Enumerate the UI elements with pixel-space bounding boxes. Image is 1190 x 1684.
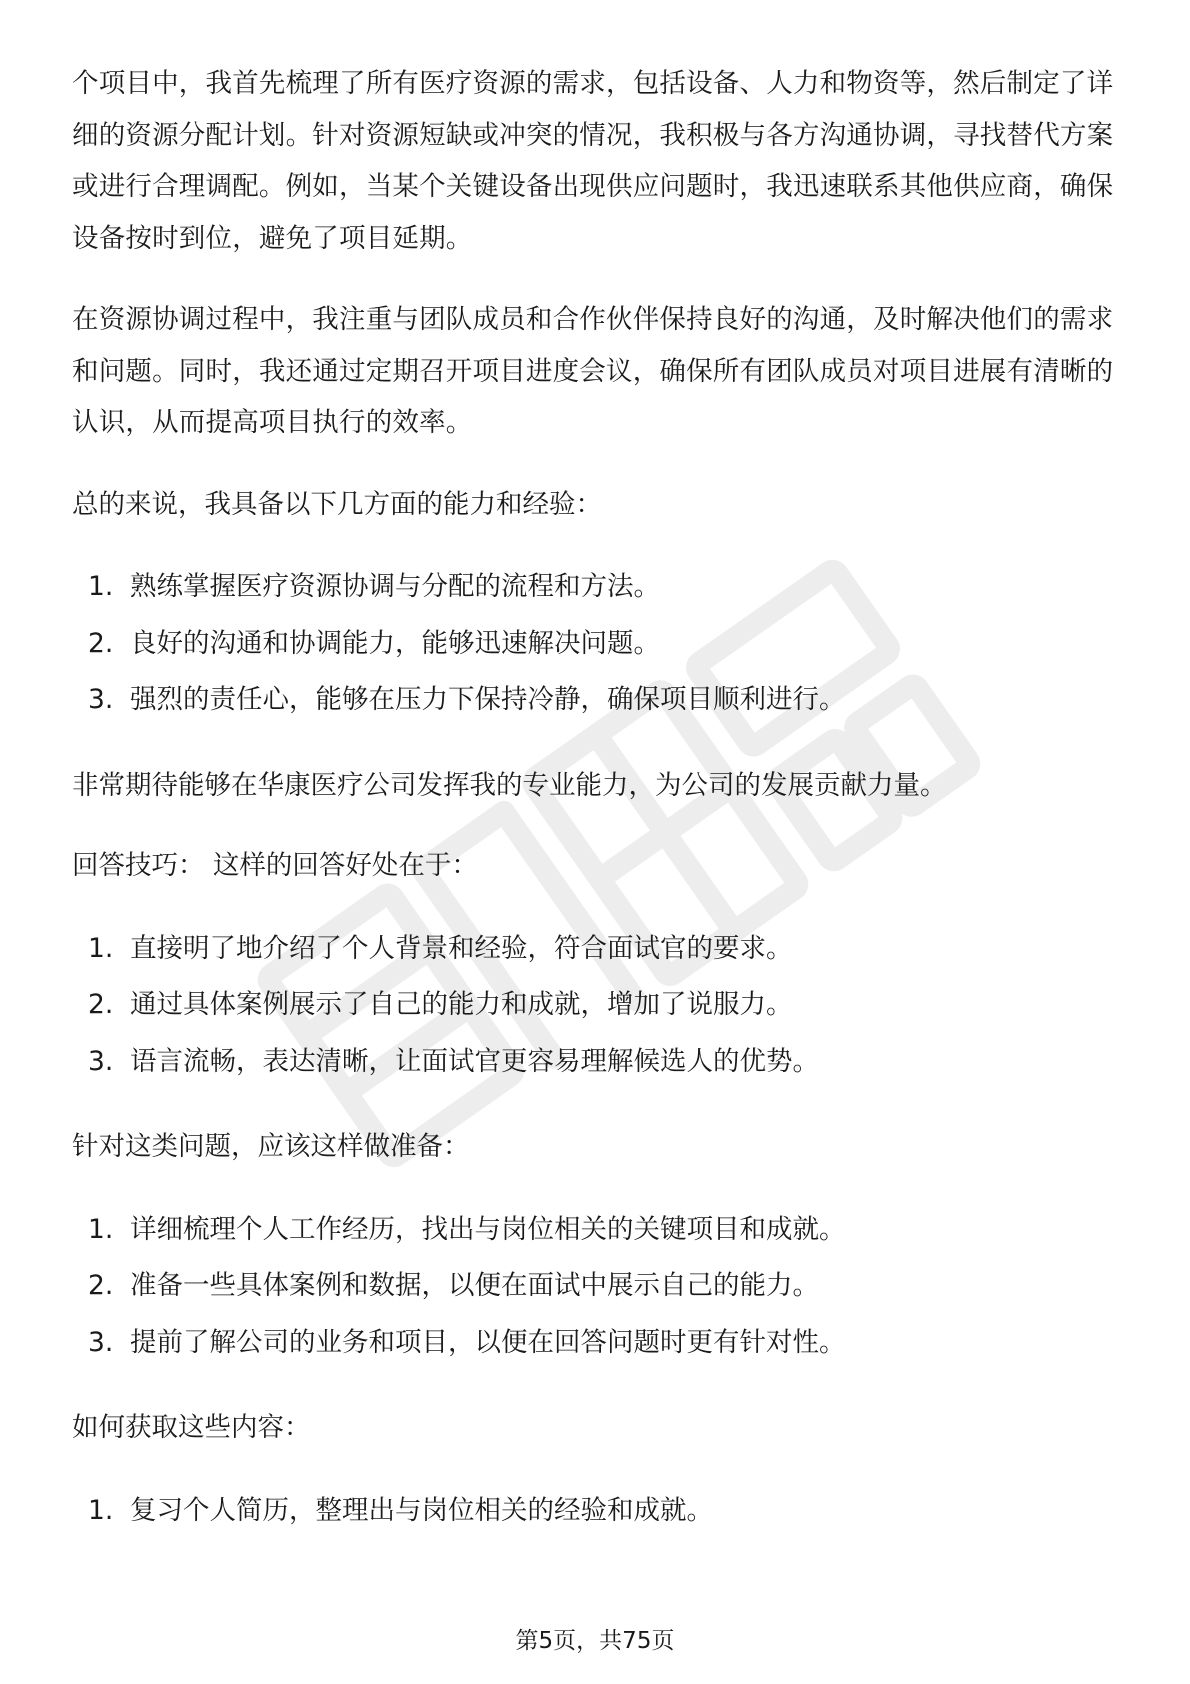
list-item <box>72 1258 1118 1315</box>
list-item-text: 复习个人简历，整理出与岗位相关的经验和成就。 <box>130 1494 713 1526</box>
list-number: 3. <box>88 1326 114 1358</box>
list-number: 2. <box>88 627 114 659</box>
list-number: 2. <box>88 989 114 1020</box>
list-item-text: 良好的沟通和协调能力，能够迅速解决问题。 <box>130 627 660 659</box>
list-item-text: 提前了解公司的业务和项目，以便在回答问题时更有针对性。 <box>130 1326 846 1358</box>
list-item <box>72 977 1118 1034</box>
prep-list <box>72 1202 1118 1372</box>
obtain-list <box>72 1483 1118 1540</box>
prep-intro: 针对这类问题，应该这样做准备： <box>72 1131 470 1162</box>
list-item-text: 详细梳理个人工作经历，找出与岗位相关的关键项目和成就。 <box>130 1213 846 1245</box>
closing-paragraph: 非常期待能够在华康医疗公司发挥我的专业能力，为公司的发展贡献力量。 <box>72 769 947 801</box>
summary-intro: 总的来说，我具备以下几方面的能力和经验： <box>72 488 602 520</box>
list-item-text: 熟练掌握医疗资源协调与分配的流程和方法。 <box>130 571 660 602</box>
list-item <box>72 616 1118 673</box>
list-number: 1. <box>88 932 114 964</box>
list-item-text: 通过具体案例展示了自己的能力和成就，增加了说服力。 <box>130 989 793 1020</box>
list-item <box>72 1483 1118 1540</box>
list-item-text: 强烈的责任心，能够在压力下保持冷静，确保项目顺利进行。 <box>130 684 846 715</box>
list-number: 3. <box>88 1045 114 1077</box>
list-item-text: 语言流畅，表达清晰，让面试官更容易理解候选人的优势。 <box>130 1045 819 1077</box>
list-number: 1. <box>88 1494 114 1526</box>
page-footer: 第5页，共75页 <box>515 1628 675 1654</box>
list-number: 1. <box>88 1213 114 1245</box>
list-item <box>72 1034 1118 1091</box>
list-item <box>72 1315 1118 1372</box>
list-item <box>72 921 1118 978</box>
document-body <box>72 58 1118 1570</box>
list-item <box>72 1202 1118 1259</box>
list-number: 3. <box>88 684 114 715</box>
list-item <box>72 672 1118 729</box>
abilities-list <box>72 559 1118 729</box>
list-item <box>72 559 1118 616</box>
list-item-text: 准备一些具体案例和数据，以便在面试中展示自己的能力。 <box>130 1270 819 1301</box>
list-number: 1. <box>88 571 114 602</box>
body-paragraph: 个项目中，我首先梳理了所有医疗资源的需求，包括设备、人力和物资等，然后制定了详细的资源分配计划。针对资源短缺或冲突的情况，我积极与各方沟通协调，寻找替代方案或进行合理调配。例如，当某个关键设备出现供应问题时，我迅速联系其他供应商，确保设备按时到位，避免了项目延期。 <box>72 68 1114 254</box>
obtain-intro: 如何获取这些内容： <box>72 1412 311 1443</box>
list-item-text: 直接明了地介绍了个人背景和经验，符合面试官的要求。 <box>130 932 793 964</box>
tips-list <box>72 921 1118 1091</box>
body-paragraph: 在资源协调过程中，我注重与团队成员和合作伙伴保持良好的沟通，及时解决他们的需求和问题。同时，我还通过定期召开项目进度会议，确保所有团队成员对项目进展有清晰的认识，从而提高项目执行的效率。 <box>72 304 1114 438</box>
list-number: 2. <box>88 1270 114 1301</box>
tips-intro: 回答技巧： 这样的回答好处在于： <box>72 850 478 881</box>
